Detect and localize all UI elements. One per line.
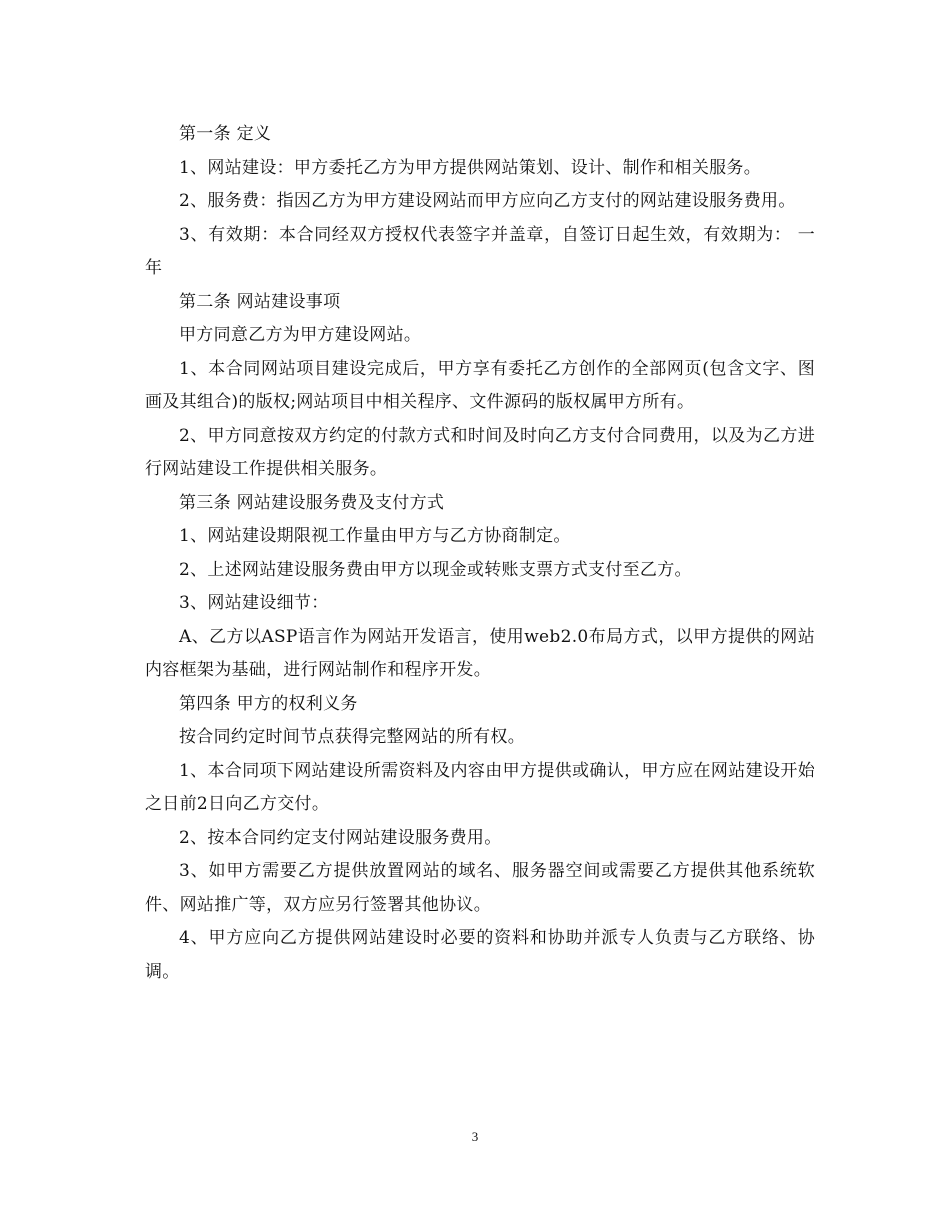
article-3-clause-3-a: A、乙方以ASP语言作为网站开发语言，使用web2.0布局方式，以甲方提供的网站内容框架为基础，进行网站制作和程序开发。 — [145, 626, 815, 680]
article-3-clause-3: 3、网站建设细节： — [179, 593, 329, 613]
page-number: 3 — [471, 1129, 479, 1144]
article-4-clause-3: 3、如甲方需要乙方提供放置网站的域名、服务器空间或需要乙方提供其他系统软件、网站推广等，双方应另行签署其他协议。 — [145, 861, 815, 915]
article-1-clause-2: 2、服务费：指因乙方为甲方建设网站而甲方应向乙方支付的网站建设服务费用。 — [179, 191, 796, 211]
article-4-clause-2: 2、按本合同约定支付网站建设服务费用。 — [179, 827, 502, 848]
document-body — [145, 118, 815, 989]
article-3-heading: 第三条 网站建设服务费及支付方式 — [179, 492, 445, 513]
article-1-heading: 第一条 定义 — [179, 124, 272, 144]
article-3-clause-1: 1、网站建设期限视工作量由甲方与乙方协商制定。 — [179, 526, 571, 546]
article-3-clause-2: 2、上述网站建设服务费由甲方以现金或转账支票方式支付至乙方。 — [179, 559, 692, 580]
article-1-clause-3: 3、有效期：本合同经双方授权代表签字并盖章，自签订日起生效，有效期为： 一年 — [145, 224, 815, 278]
article-4-clause-1: 1、本合同项下网站建设所需资料及内容由甲方提供或确认，甲方应在网站建设开始之日前2日向乙方交付。 — [145, 760, 815, 814]
article-2-intro: 甲方同意乙方为甲方建设网站。 — [179, 325, 422, 345]
article-1-clause-1: 1、网站建设：甲方委托乙方为甲方提供网站策划、设计、制作和相关服务。 — [179, 157, 762, 178]
article-2-clause-1: 1、本合同网站项目建设完成后，甲方享有委托乙方创作的全部网页(包含文字、图画及其组合)的版权;网站项目中相关程序、文件源码的版权属甲方所有。 — [145, 358, 815, 412]
article-4-intro: 按合同约定时间节点获得完整网站的所有权。 — [179, 727, 525, 747]
article-2-clause-2: 2、甲方同意按双方约定的付款方式和时间及时向乙方支付合同费用，以及为乙方进行网站建设工作提供相关服务。 — [145, 425, 815, 479]
article-2-heading: 第二条 网站建设事项 — [179, 291, 341, 312]
article-4-clause-4: 4、甲方应向乙方提供网站建设时必要的资料和协助并派专人负责与乙方联络、协调。 — [145, 928, 815, 982]
article-4-heading: 第四条 甲方的权利义务 — [179, 693, 358, 714]
